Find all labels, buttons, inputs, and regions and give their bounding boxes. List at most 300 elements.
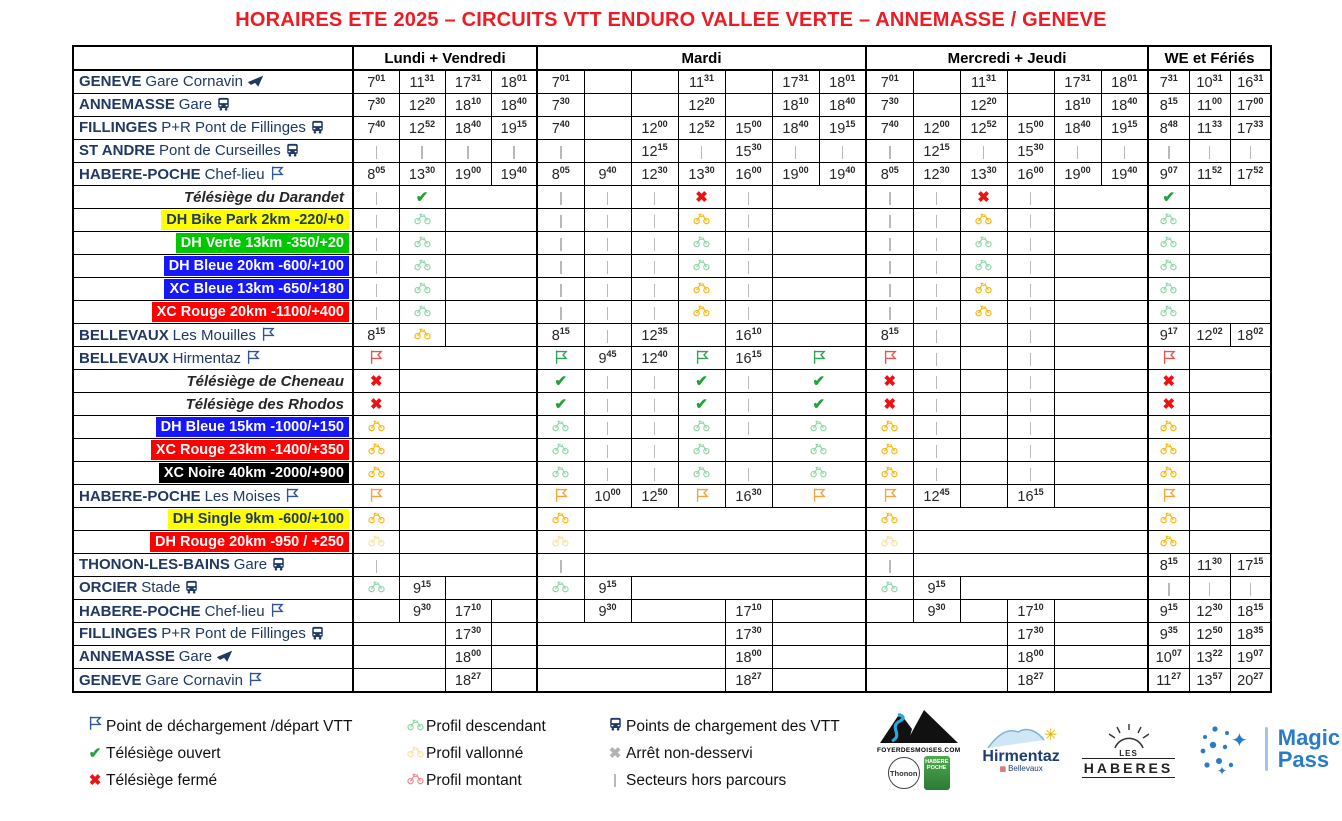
legend-label: Télésiège ouvert: [106, 745, 221, 762]
out-of-route-separator: [654, 422, 656, 435]
bike-profile-icon: [1160, 534, 1177, 547]
time-value: $12^{20}$: [408, 96, 436, 114]
schedule-cell: [1054, 669, 1148, 693]
out-of-route-separator: [936, 399, 938, 412]
schedule-cell: [399, 140, 445, 163]
schedule-cell: [866, 669, 1007, 693]
time-value: $9^{35}$: [1159, 625, 1178, 643]
schedule-cell: [1007, 209, 1054, 232]
schedule-cell: [537, 301, 584, 324]
schedule-cell: [678, 278, 725, 301]
time-value: $7^{01}$: [367, 73, 386, 91]
schedule-cell: [537, 117, 584, 140]
out-of-route-separator: [376, 238, 378, 251]
out-of-route-separator: [1168, 583, 1170, 596]
out-of-route-separator: [560, 284, 562, 297]
out-of-route-separator: [607, 261, 609, 274]
row-label-circuit: XC Rouge 23km -1400/+350: [73, 439, 353, 462]
schedule-cell: [866, 623, 1007, 646]
schedule-cell: [1007, 232, 1054, 255]
table-row: [73, 508, 1271, 531]
schedule-cell: [584, 439, 631, 462]
bike-profile-icon: [810, 442, 827, 455]
schedule-cell: [772, 646, 866, 669]
time-value: $7^{40}$: [551, 119, 570, 137]
schedule-cell: [537, 140, 584, 163]
time-value: $17^{30}$: [1017, 625, 1044, 643]
schedule-cell: [584, 416, 631, 439]
legend-label: Télésiège fermé: [106, 772, 218, 789]
schedule-cell: [1148, 370, 1189, 393]
schedule-cell: [1148, 232, 1189, 255]
schedule-cell: [1148, 163, 1189, 186]
schedule-cell: [1054, 70, 1101, 94]
schedule-cell: [537, 600, 584, 623]
corner-cell: [73, 46, 353, 70]
schedule-cell: [1054, 255, 1148, 278]
out-of-route-separator: [889, 192, 891, 205]
schedule-cell: [960, 232, 1007, 255]
time-value: $11^{33}$: [1196, 119, 1223, 137]
out-of-route-separator: [1124, 146, 1126, 159]
schedule-cell: [1230, 70, 1271, 94]
schedule-cell: [537, 70, 584, 94]
schedule-cell: [1189, 324, 1230, 347]
time-value: $9^{30}$: [598, 602, 617, 620]
bike-profile-icon: [693, 281, 710, 294]
out-of-route-separator: [748, 307, 750, 320]
schedule-cell: [678, 94, 725, 117]
legend-column-1: [84, 713, 404, 794]
schedule-cell: [445, 70, 491, 94]
lift-open-check-icon: ✔: [695, 396, 708, 413]
magic-pass-text: [1277, 724, 1341, 772]
schedule-cell: [913, 278, 960, 301]
schedule-cell: [584, 163, 631, 186]
schedule-cell: [678, 301, 725, 324]
schedule-cell: [913, 140, 960, 163]
schedule-cell: [866, 370, 913, 393]
schedule-cell: [1054, 347, 1148, 370]
schedule-cell: [960, 301, 1007, 324]
schedule-cell: [1148, 508, 1189, 531]
time-value: $17^{10}$: [735, 602, 762, 620]
out-of-route-separator: [654, 215, 656, 228]
schedule-cell: [678, 70, 725, 94]
schedule-cell: [537, 324, 584, 347]
schedule-cell: [631, 117, 678, 140]
time-value: $8^{05}$: [880, 165, 899, 183]
schedule-cell: [537, 186, 584, 209]
schedule-cell: [584, 554, 866, 577]
schedule-cell: [353, 70, 399, 94]
schedule-cell: [866, 140, 913, 163]
bike-profile-icon: [693, 304, 710, 317]
schedule-cell: [1148, 554, 1189, 577]
bike-profile-icon: [693, 442, 710, 455]
schedule-cell: [725, 301, 772, 324]
schedule-cell: [1007, 324, 1054, 347]
time-value: $12^{15}$: [923, 142, 950, 160]
out-of-route-separator: [936, 307, 938, 320]
schedule-cell: [584, 485, 631, 508]
schedule-cell: [353, 439, 399, 462]
row-label-lift: Télésiège des Rhodos: [73, 393, 353, 416]
bike-profile-icon: [407, 772, 424, 785]
bike-profile-icon: [975, 304, 992, 317]
schedule-cell: [725, 140, 772, 163]
schedule-cell: [913, 531, 1148, 554]
schedule-cell: [491, 140, 537, 163]
schedule-cell: [1230, 577, 1271, 600]
schedule-cell: [866, 508, 913, 531]
table-row: [73, 531, 1271, 554]
time-value: $9^{30}$: [927, 602, 946, 620]
lift-closed-x-icon: ✖: [1162, 396, 1176, 413]
schedule-cell: [1148, 462, 1189, 485]
out-of-route-separator: [376, 146, 378, 159]
schedule-cell: [913, 209, 960, 232]
out-of-route-separator: [983, 146, 985, 159]
schedule-cell: [353, 163, 399, 186]
table-row: [73, 577, 1271, 600]
out-of-route-separator: [376, 261, 378, 274]
sun-sketch-graphic: [1097, 720, 1161, 750]
schedule-cell: [1189, 439, 1271, 462]
out-of-route-separator: [936, 238, 938, 251]
schedule-cell: [725, 255, 772, 278]
vtt-flag-icon: [553, 487, 569, 503]
magic-line2: Pass: [1277, 746, 1330, 772]
schedule-cell: [913, 439, 960, 462]
out-of-route-separator: [607, 238, 609, 251]
schedule-cell: [631, 186, 678, 209]
legend-item: [84, 713, 404, 740]
time-value: $11^{27}$: [1156, 671, 1182, 689]
schedule-cell: [1148, 209, 1189, 232]
bike-profile-icon: [975, 258, 992, 271]
out-of-route-separator: [701, 146, 703, 159]
time-value: $18^{40}$: [1111, 96, 1138, 114]
schedule-cell: [631, 163, 678, 186]
bike-profile-icon: [368, 465, 385, 478]
schedule-cell: [584, 255, 631, 278]
schedule-cell: [772, 393, 866, 416]
schedule-cell: [1007, 140, 1054, 163]
out-of-route-separator: [936, 215, 938, 228]
schedule-cell: [725, 324, 772, 347]
schedule-cell: [1189, 393, 1271, 416]
mountains-graphic: [878, 707, 960, 747]
schedule-cell: [725, 278, 772, 301]
schedule-cell: [1148, 301, 1189, 324]
schedule-cell: [584, 209, 631, 232]
schedule-cell: [445, 623, 491, 646]
bike-profile-icon: [414, 258, 431, 271]
legend-label: Profil montant: [426, 772, 522, 789]
schedule-cell: [866, 439, 913, 462]
legend: [84, 713, 1342, 794]
schedule-cell: [445, 117, 491, 140]
legend-label: Arrêt non-desservi: [626, 745, 753, 762]
schedule-cell: [353, 485, 399, 508]
schedule-cell: [1101, 117, 1148, 140]
bike-profile-icon: [881, 442, 898, 455]
schedule-cell: [678, 163, 725, 186]
bike-profile-icon: [881, 419, 898, 432]
out-of-route-separator: [1209, 146, 1211, 159]
schedule-cell: [1189, 347, 1271, 370]
schedule-cell: [1189, 531, 1271, 554]
legend-label: Profil descendant: [426, 718, 546, 735]
out-of-route-separator: [1030, 307, 1032, 320]
bike-profile-icon: [1160, 442, 1177, 455]
time-value: $7^{30}$: [880, 96, 899, 114]
schedule-cell: [491, 646, 537, 669]
out-of-route-separator: [614, 774, 616, 787]
out-of-route-separator: [607, 399, 609, 412]
schedule-cell: [960, 370, 1007, 393]
schedule-cell: [819, 140, 866, 163]
lift-open-check-icon: ✔: [1162, 189, 1176, 206]
schedule-cell: [353, 393, 399, 416]
out-of-route-separator: [889, 146, 891, 159]
out-of-route-separator: [748, 284, 750, 297]
schedule-cell: [1054, 117, 1101, 140]
time-value: $8^{05}$: [551, 165, 570, 183]
day-group-header: Mardi: [537, 46, 866, 70]
out-of-route-separator: [560, 307, 562, 320]
schedule-cell: [772, 462, 866, 485]
time-value: $13^{22}$: [1196, 648, 1223, 666]
time-value: $17^{31}$: [782, 73, 809, 91]
schedule-cell: [537, 531, 584, 554]
foyer-site-text: FOYERDESMOISES.COM: [877, 747, 961, 754]
schedule-cell: [1189, 600, 1230, 623]
schedule-cell: [725, 485, 772, 508]
schedule-cell: [584, 531, 866, 554]
schedule-cell: [399, 577, 445, 600]
schedule-cell: [353, 209, 399, 232]
time-value: $18^{10}$: [782, 96, 809, 114]
table-row: [73, 554, 1271, 577]
bus-icon: [608, 716, 623, 731]
bike-profile-icon: [693, 465, 710, 478]
bike-profile-icon: [1160, 258, 1177, 271]
bike-profile-icon: [552, 419, 569, 432]
schedule-cell: [772, 278, 866, 301]
schedule-cell: [491, 117, 537, 140]
bike-profile-icon: [552, 580, 569, 593]
time-value: $18^{40}$: [500, 96, 527, 114]
schedule-cell: [491, 669, 537, 693]
schedule-cell: [960, 186, 1007, 209]
schedule-cell: [584, 577, 631, 600]
bike-profile-icon: [881, 465, 898, 478]
out-of-route-separator: [748, 376, 750, 389]
schedule-cell: [1148, 439, 1189, 462]
schedule-cell: [772, 301, 866, 324]
schedule-cell: [1007, 485, 1054, 508]
bus-icon: [271, 556, 286, 571]
legend-label: Secteurs hors parcours: [626, 772, 787, 789]
schedule-cell: [725, 669, 772, 693]
time-value: $12^{35}$: [641, 326, 668, 344]
legend-column-3: [604, 713, 869, 794]
row-label-circuit: DH Bleue 20km -600/+100: [73, 255, 353, 278]
bike-profile-icon: [1160, 419, 1177, 432]
schedule-cell: [1230, 140, 1271, 163]
schedule-cell: [445, 140, 491, 163]
schedule-cell: [1148, 255, 1189, 278]
bike-profile-icon: [881, 534, 898, 547]
out-of-route-separator: [748, 422, 750, 435]
schedule-cell: [353, 324, 399, 347]
time-value: $8^{15}$: [1159, 556, 1178, 574]
schedule-cell: [353, 416, 399, 439]
schedule-cell: [960, 600, 1007, 623]
schedule-cell: [584, 117, 631, 140]
time-value: $19^{40}$: [500, 165, 527, 183]
schedule-cell: [913, 163, 960, 186]
time-value: $7^{31}$: [1159, 73, 1178, 91]
schedule-cell: [725, 462, 772, 485]
schedule-cell: [584, 301, 631, 324]
schedule-cell: [399, 301, 445, 324]
logo-les-haberes: [1082, 720, 1175, 778]
time-value: $18^{40}$: [1064, 119, 1091, 137]
schedule-cell: [819, 70, 866, 94]
table-row: [73, 462, 1271, 485]
schedule-cell: [913, 117, 960, 140]
out-of-route-separator: [936, 376, 938, 389]
time-value: $18^{00}$: [735, 648, 762, 666]
time-value: $11^{00}$: [1196, 96, 1223, 114]
time-value: $18^{40}$: [829, 96, 856, 114]
bike-profile-icon: [552, 511, 569, 524]
schedule-cell: [399, 439, 537, 462]
time-value: $19^{40}$: [829, 165, 856, 183]
schedule-cell: [1054, 324, 1148, 347]
vtt-flag-icon: [811, 349, 827, 365]
schedule-cell: [772, 186, 866, 209]
schedule-cell: [866, 255, 913, 278]
schedule-cell: [1007, 669, 1054, 693]
time-value: $17^{30}$: [454, 625, 482, 643]
schedule-cell: [866, 186, 913, 209]
legend-column-2: [404, 713, 604, 794]
schedule-cell: [725, 623, 772, 646]
day-group-header: Mercredi + Jeudi: [866, 46, 1148, 70]
row-label-station: BELLEVAUX Hirmentaz: [73, 347, 353, 370]
schedule-cell: [399, 255, 445, 278]
time-value: $13^{30}$: [970, 165, 997, 183]
out-of-route-separator: [936, 422, 938, 435]
row-label-station: HABERE-POCHE Chef-lieu: [73, 600, 353, 623]
schedule-cell: [1007, 370, 1054, 393]
out-of-route-separator: [1030, 330, 1032, 343]
schedule-cell: [1148, 94, 1189, 117]
lift-closed-x-icon: ✖: [88, 772, 102, 789]
table-row: [73, 416, 1271, 439]
time-value: $15^{30}$: [735, 142, 762, 160]
schedule-cell: [866, 462, 913, 485]
out-of-route-separator: [1030, 468, 1032, 481]
schedule-cell: [1189, 623, 1230, 646]
time-value: $18^{10}$: [454, 96, 482, 114]
row-label-station: ANNEMASSE Gare: [73, 94, 353, 117]
logo-hirmentaz-bellevaux: [982, 724, 1059, 773]
schedule-cell: [866, 646, 1007, 669]
partner-logos: [877, 707, 1340, 790]
logo-magic-pass: [1197, 723, 1340, 775]
bike-profile-icon: [414, 327, 431, 340]
time-value: $11^{31}$: [409, 73, 435, 91]
out-of-route-separator: [513, 146, 515, 159]
vtt-flag-icon: [694, 349, 710, 365]
out-of-route-separator: [560, 261, 562, 274]
row-label-lift: Télésiège du Darandet: [73, 186, 353, 209]
vtt-flag-icon: [553, 349, 569, 365]
legend-item: [84, 767, 404, 794]
bike-profile-icon: [552, 465, 569, 478]
schedule-cell: [399, 600, 445, 623]
out-of-route-separator: [1030, 261, 1032, 274]
time-value: $13^{57}$: [1196, 671, 1223, 689]
vtt-flag-icon: [87, 715, 103, 731]
schedule-cell: [678, 370, 725, 393]
schedule-cell: [353, 140, 399, 163]
time-value: $10^{31}$: [1196, 73, 1223, 91]
schedule-cell: [1189, 117, 1230, 140]
schedule-cell: [445, 209, 537, 232]
lift-open-check-icon: ✔: [812, 373, 826, 390]
schedule-cell: [631, 600, 725, 623]
schedule-cell: [1148, 278, 1189, 301]
schedule-cell: [584, 508, 866, 531]
schedule-cell: [1148, 485, 1189, 508]
bike-profile-icon: [975, 212, 992, 225]
out-of-route-separator: [889, 261, 891, 274]
out-of-route-separator: [1030, 284, 1032, 297]
out-of-route-separator: [654, 192, 656, 205]
schedule-cell: [913, 600, 960, 623]
schedule-cell: [491, 163, 537, 186]
schedule-cell: [491, 600, 537, 623]
time-value: $17^{31}$: [454, 73, 482, 91]
schedule-cell: [537, 577, 584, 600]
schedule-cell: [631, 140, 678, 163]
schedule-cell: [399, 393, 537, 416]
schedule-cell: [960, 117, 1007, 140]
schedule-cell: [960, 70, 1007, 94]
schedule-cell: [772, 232, 866, 255]
timetable: [72, 45, 1272, 693]
schedule-cell: [537, 554, 584, 577]
schedule-cell: [866, 278, 913, 301]
schedule-cell: [631, 416, 678, 439]
schedule-cell: [353, 600, 399, 623]
time-value: $16^{00}$: [1017, 165, 1044, 183]
out-of-route-separator: [795, 146, 797, 159]
schedule-cell: [631, 70, 678, 94]
table-row: [73, 646, 1271, 669]
schedule-cell: [1101, 140, 1148, 163]
schedule-cell: [1148, 186, 1189, 209]
schedule-cell: [445, 232, 537, 255]
time-value: $13^{30}$: [688, 165, 715, 183]
time-value: $18^{27}$: [735, 671, 762, 689]
